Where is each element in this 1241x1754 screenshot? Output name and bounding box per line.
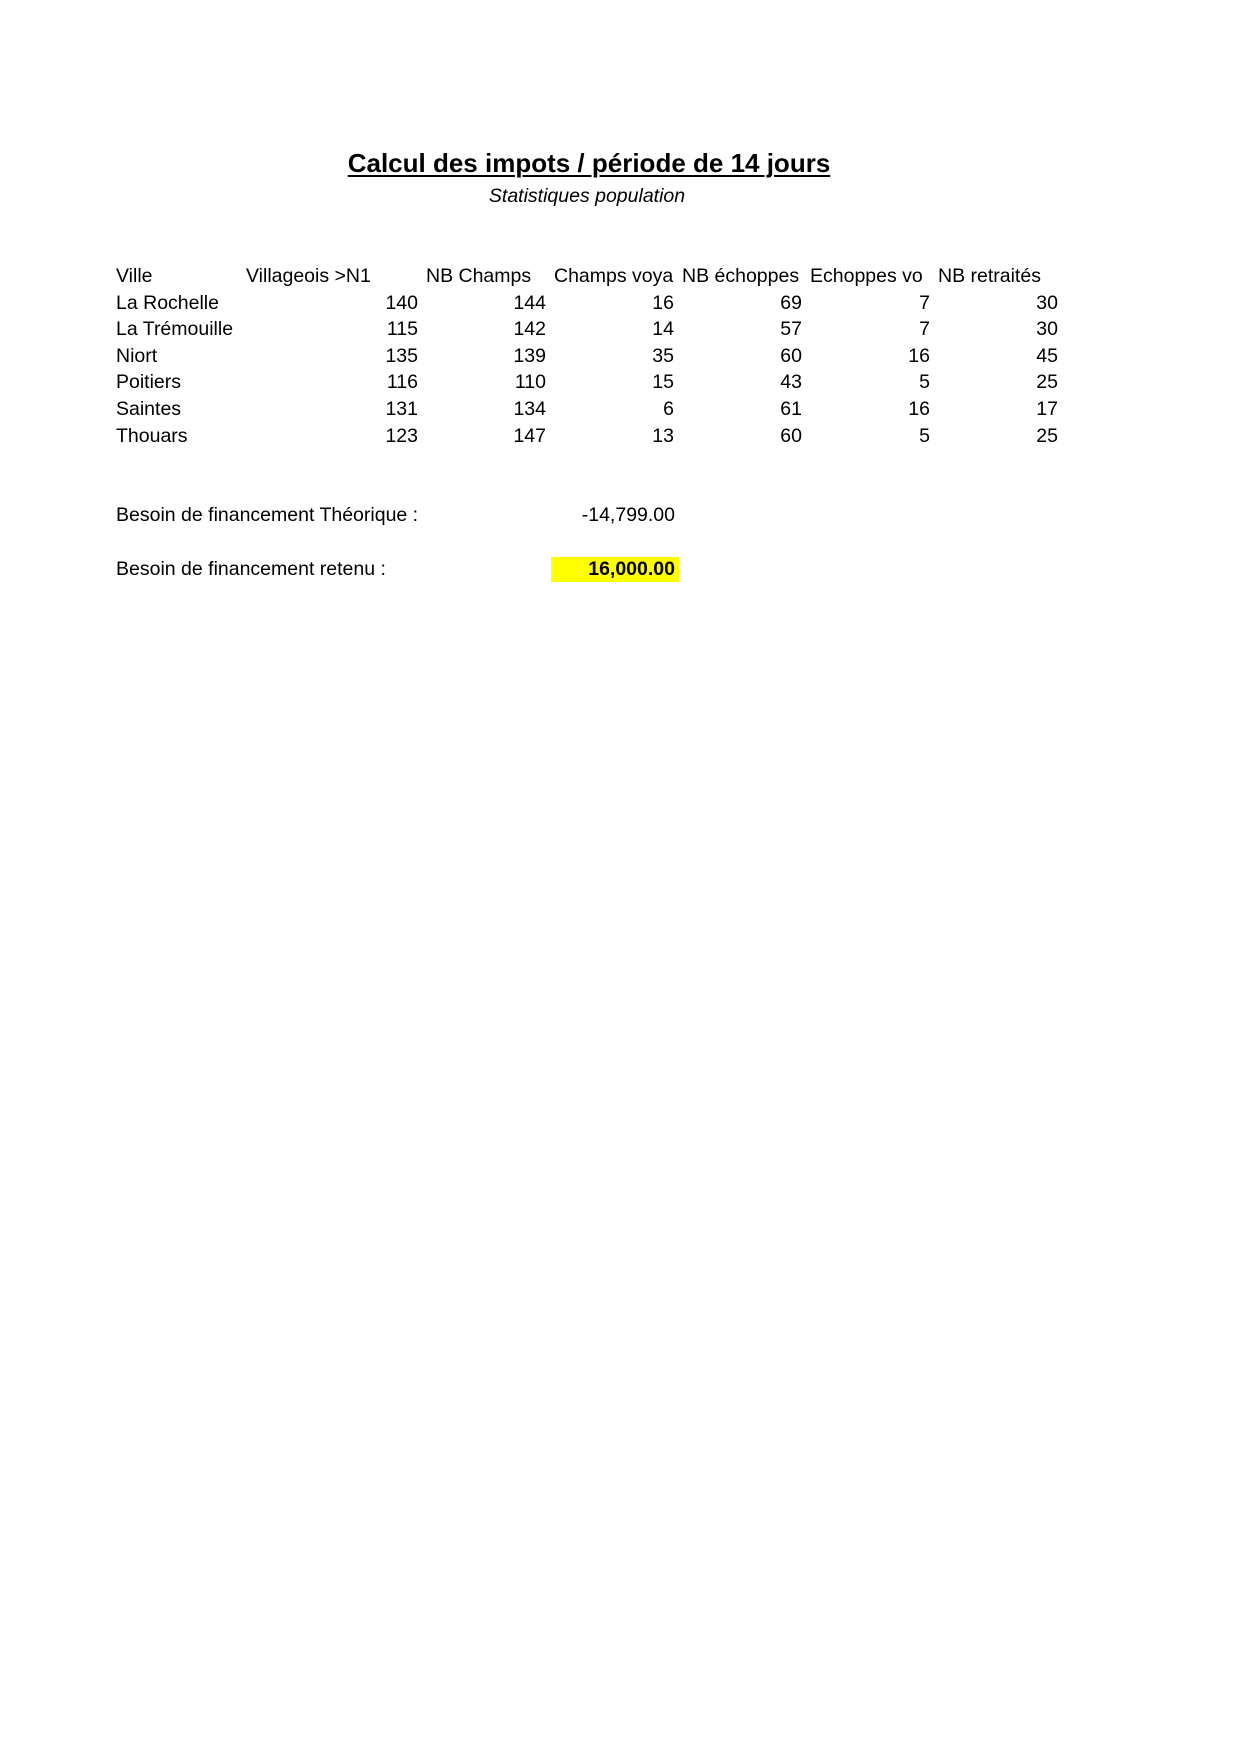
cell-echoppes-vo[interactable]: 7 [919, 318, 930, 341]
cell-nb-champs[interactable]: 142 [513, 318, 546, 341]
cell-nb-retraites[interactable]: 25 [1036, 371, 1058, 394]
cell-villageois[interactable]: 115 [386, 318, 418, 341]
cell-echoppes-vo[interactable]: 5 [919, 371, 930, 394]
financing-retained-label: Besoin de financement retenu : [116, 557, 386, 580]
cell-ville[interactable]: La Rochelle [116, 291, 219, 314]
cell-champs-voya[interactable]: 15 [652, 371, 674, 394]
cell-villageois[interactable]: 123 [385, 424, 418, 447]
cell-nb-echoppes[interactable]: 43 [780, 371, 802, 394]
header-champs-voya[interactable]: Champs voya [554, 265, 674, 287]
cell-ville[interactable]: Thouars [116, 424, 188, 447]
financing-theoretical-label: Besoin de financement Théorique : [116, 504, 419, 527]
cell-ville[interactable]: La Trémouille [116, 318, 234, 341]
cell-nb-champs[interactable]: 144 [513, 291, 546, 314]
cell-champs-voya[interactable]: 6 [663, 397, 674, 420]
header-ville[interactable]: Ville [116, 265, 153, 287]
financing-theoretical-value[interactable]: -14,799.00 [581, 504, 675, 527]
cell-champs-voya[interactable]: 16 [652, 291, 674, 314]
cell-champs-voya[interactable]: 14 [652, 318, 674, 341]
cell-echoppes-vo[interactable]: 7 [919, 291, 930, 314]
cell-nb-retraites[interactable]: 25 [1036, 424, 1058, 447]
cell-echoppes-vo[interactable]: 16 [908, 344, 930, 367]
page-title: Calcul des impots / période de 14 jours [347, 148, 831, 178]
financing-retained-value[interactable]: 16,000.00 [551, 557, 679, 582]
cell-ville[interactable]: Niort [116, 344, 158, 367]
cell-villageois[interactable]: 116 [386, 371, 418, 394]
cell-nb-retraites[interactable]: 45 [1036, 344, 1058, 367]
cell-ville[interactable]: Saintes [116, 397, 182, 420]
cell-nb-echoppes[interactable]: 61 [780, 397, 802, 420]
header-echoppes-vo[interactable]: Echoppes vo [810, 265, 923, 287]
cell-echoppes-vo[interactable]: 5 [919, 424, 930, 447]
cell-villageois[interactable]: 131 [385, 397, 418, 420]
cell-nb-echoppes[interactable]: 69 [780, 291, 802, 314]
cell-nb-champs[interactable]: 139 [513, 344, 546, 367]
cell-villageois[interactable]: 135 [385, 344, 418, 367]
header-nb-champs[interactable]: NB Champs [426, 265, 532, 287]
cell-echoppes-vo[interactable]: 16 [908, 397, 930, 420]
page-subtitle: Statistiques population [488, 185, 686, 207]
cell-nb-retraites[interactable]: 30 [1036, 318, 1058, 341]
cell-ville[interactable]: Poitiers [116, 371, 182, 394]
cell-nb-echoppes[interactable]: 60 [780, 424, 802, 447]
cell-nb-champs[interactable]: 147 [513, 424, 546, 447]
cell-nb-champs[interactable]: 110 [514, 371, 546, 394]
cell-nb-retraites[interactable]: 17 [1036, 397, 1058, 420]
cell-nb-echoppes[interactable]: 60 [780, 344, 802, 367]
cell-nb-champs[interactable]: 134 [513, 397, 546, 420]
cell-villageois[interactable]: 140 [385, 291, 418, 314]
cell-nb-retraites[interactable]: 30 [1036, 291, 1058, 314]
cell-champs-voya[interactable]: 35 [652, 344, 674, 367]
cell-nb-echoppes[interactable]: 57 [780, 318, 802, 341]
header-nb-echoppes[interactable]: NB échoppes [682, 265, 800, 287]
header-villageois[interactable]: Villageois >N1 [246, 265, 371, 287]
header-nb-retraites[interactable]: NB retraités [938, 265, 1041, 287]
cell-champs-voya[interactable]: 13 [652, 424, 674, 447]
